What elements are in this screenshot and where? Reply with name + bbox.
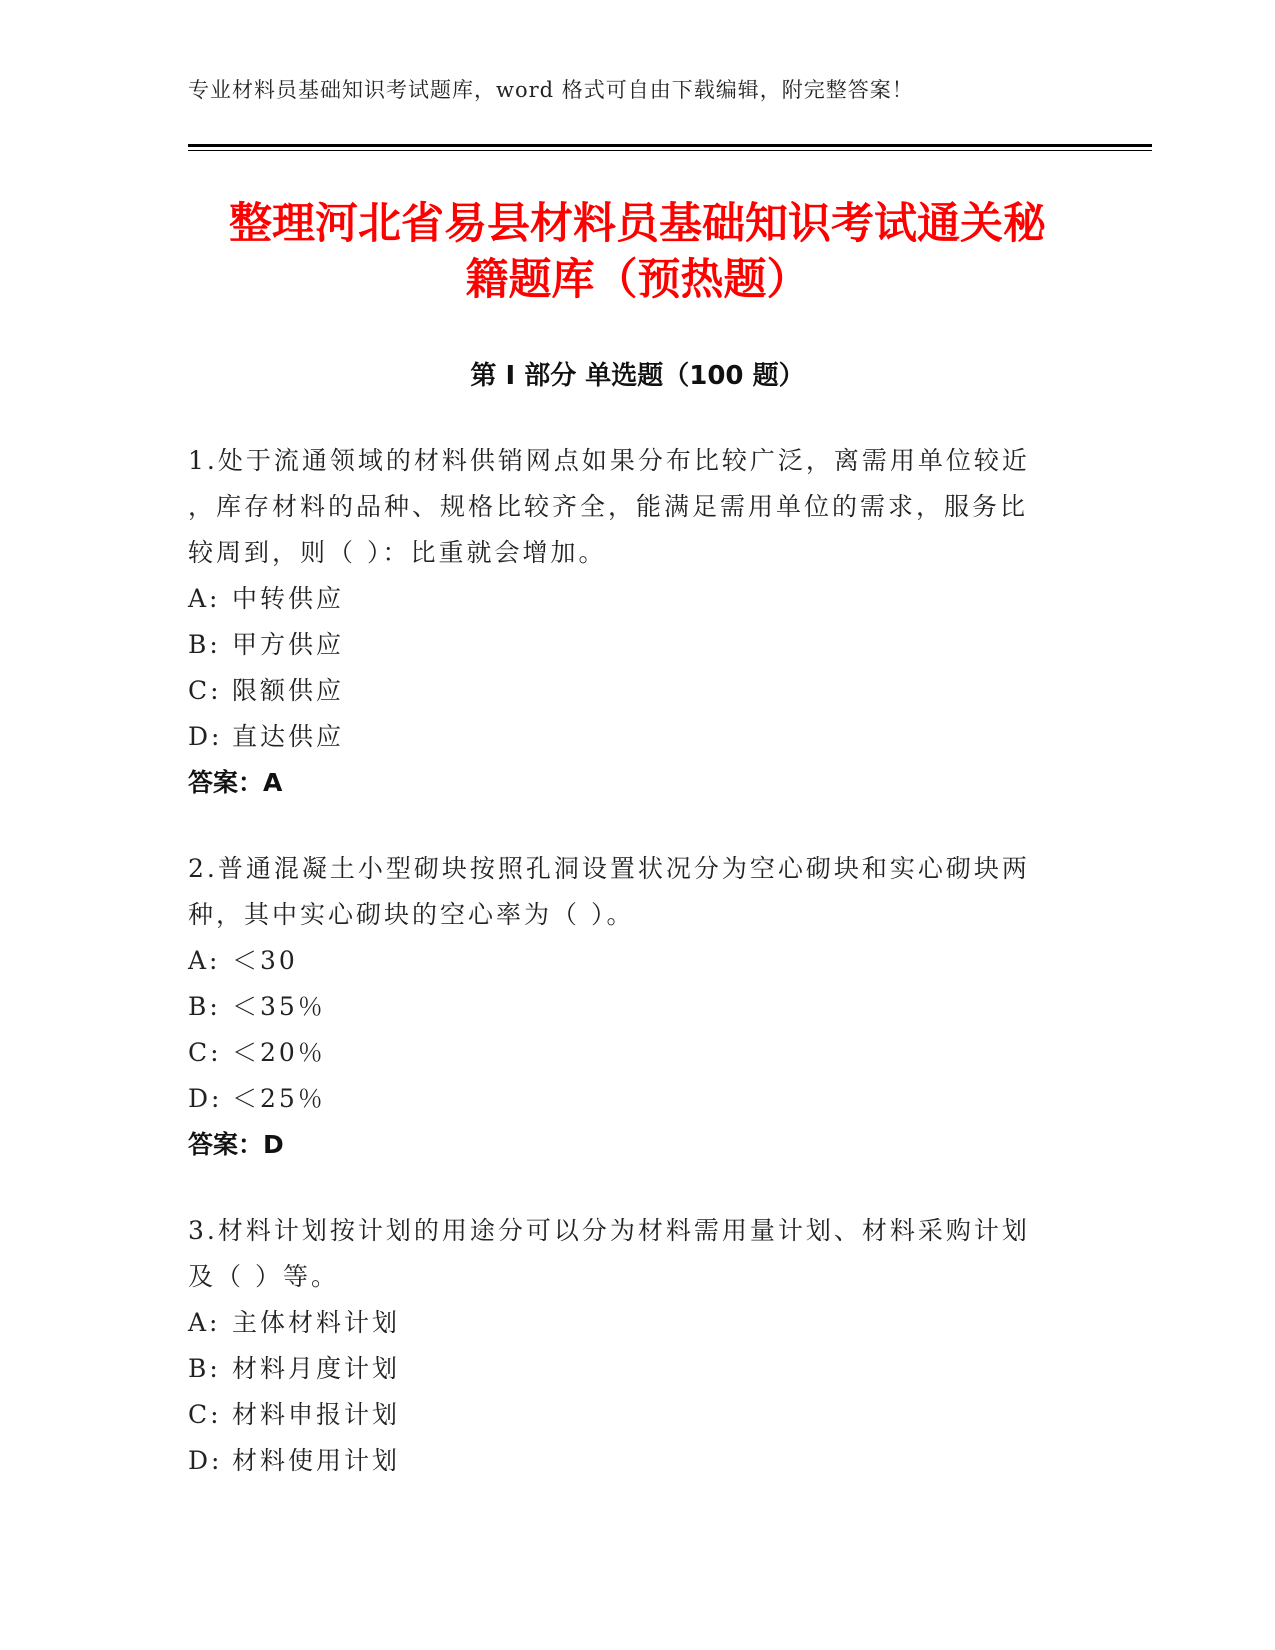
option-letter: A:: [188, 1308, 221, 1337]
option-c: [188, 668, 1058, 714]
option-text: 材料使用计划: [232, 1446, 401, 1475]
option-letter: C:: [188, 1400, 222, 1429]
option-text: 主体材料计划: [232, 1308, 401, 1337]
option-letter: C:: [188, 676, 222, 705]
option-text: 限额供应: [232, 676, 345, 705]
question-2: [188, 846, 1058, 1168]
option-letter: D:: [188, 1446, 223, 1475]
option-b: [188, 622, 1058, 668]
question-stem-line: 较周到，则（ ）：比重就会增加。: [188, 538, 607, 567]
option-d: [188, 1076, 1058, 1122]
document-title-line-2: 籍题库（预热题）: [465, 255, 810, 305]
question-2-stem: [188, 846, 1058, 938]
question-list: [188, 438, 1058, 1524]
option-letter: D:: [188, 722, 223, 751]
question-stem-line: 1.处于流通领域的材料供销网点如果分布比较广泛，离需用单位较近: [188, 446, 1030, 475]
option-text: 直达供应: [232, 722, 345, 751]
option-c: [188, 1030, 1058, 1076]
question-stem-line: 种，其中实心砌块的空心率为（ ）。: [188, 900, 635, 929]
question-1: [188, 438, 1058, 806]
option-text: ＜20％: [232, 1038, 326, 1067]
header-rule-thin: [188, 150, 1152, 151]
question-stem-line: 3.材料计划按计划的用途分可以分为材料需用量计划、材料采购计划: [188, 1216, 1030, 1245]
option-text: ＜30: [232, 946, 298, 975]
option-text: 甲方供应: [232, 630, 345, 659]
option-letter: A:: [188, 946, 221, 975]
option-letter: C:: [188, 1038, 222, 1067]
option-text: 中转供应: [232, 584, 345, 613]
question-stem-line: ，库存材料的品种、规格比较齐全，能满足需用单位的需求，服务比: [188, 492, 1029, 521]
question-stem-line: 及（ ）等。: [188, 1262, 339, 1291]
document-title-line-1: 整理河北省易县材料员基础知识考试通关秘: [229, 199, 1046, 249]
option-text: 材料申报计划: [232, 1400, 401, 1429]
option-a: [188, 576, 1058, 622]
option-letter: B:: [188, 630, 221, 659]
answer: 答案：A: [188, 768, 283, 797]
option-letter: B:: [188, 992, 221, 1021]
option-c: [188, 1392, 1058, 1438]
question-3: [188, 1208, 1058, 1484]
header-rule-thick: [188, 144, 1152, 147]
option-d: [188, 1438, 1058, 1484]
option-a: [188, 1300, 1058, 1346]
option-b: [188, 984, 1058, 1030]
option-text: ＜25％: [232, 1084, 326, 1113]
option-letter: A:: [188, 584, 221, 613]
option-letter: B:: [188, 1354, 221, 1383]
page-header: 专业材料员基础知识考试题库，word 格式可自由下载编辑，附完整答案！: [188, 78, 914, 102]
option-text: 材料月度计划: [232, 1354, 401, 1383]
question-3-stem: [188, 1208, 1058, 1300]
option-a: [188, 938, 1058, 984]
question-stem-line: 2.普通混凝土小型砌块按照孔洞设置状况分为空心砌块和实心砌块两: [188, 854, 1030, 883]
section-title: 第 I 部分 单选题（100 题）: [470, 361, 805, 391]
option-d: [188, 714, 1058, 760]
document-title: [150, 196, 1125, 308]
question-1-stem: [188, 438, 1058, 576]
answer: 答案：D: [188, 1130, 284, 1159]
option-b: [188, 1346, 1058, 1392]
option-text: ＜35％: [232, 992, 326, 1021]
option-letter: D:: [188, 1084, 223, 1113]
